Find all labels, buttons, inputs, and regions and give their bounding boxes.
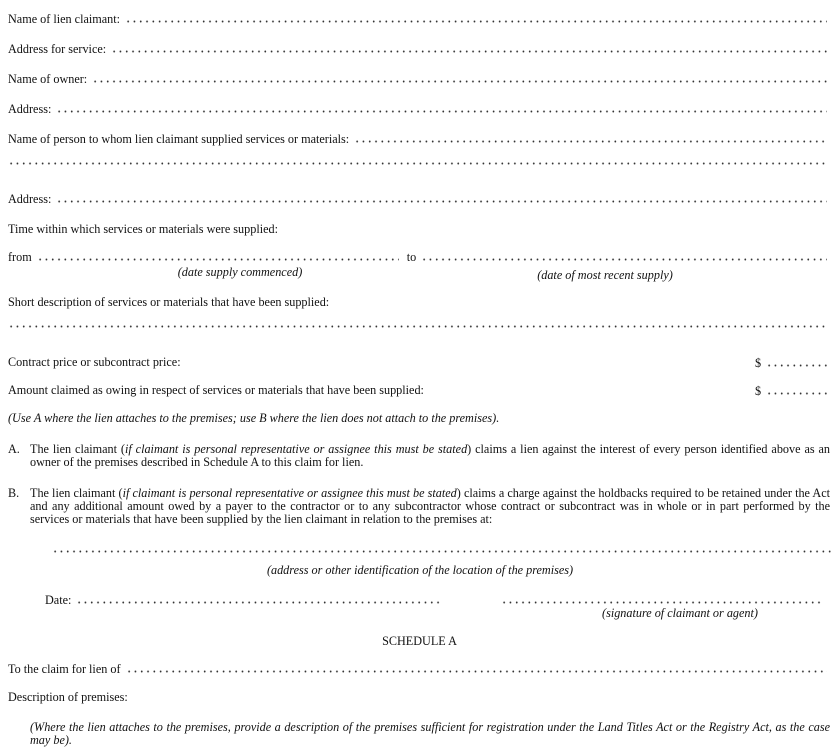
contract-price-label: Contract price or subcontract price: <box>8 355 181 369</box>
contract-price-currency: $ <box>755 356 762 370</box>
supplied-to-continuation-row <box>0 162 839 165</box>
description-of-premises-label: Description of premises: <box>8 690 128 704</box>
time-range-row <box>0 250 839 265</box>
supplied-to-field[interactable] <box>354 140 827 143</box>
description-heading-row <box>0 295 839 310</box>
to-date-field[interactable] <box>421 258 827 261</box>
description-label: Short description of services or materials that have been supplied: <box>8 295 330 309</box>
premises-location-caption: (address or other identification of the location of the premises) <box>266 563 574 577</box>
contract-price-row <box>0 355 839 370</box>
supplied-to-address-row <box>0 192 839 207</box>
description-field[interactable] <box>8 325 827 328</box>
lien-claimant-field[interactable] <box>125 20 827 23</box>
owner-name-row <box>0 72 839 87</box>
time-heading: Time within which services or materials were supplied: <box>8 222 278 236</box>
supplied-to-address-label: Address: <box>8 192 52 206</box>
address-for-service-label: Address for service: <box>8 42 107 56</box>
supplied-to-row <box>0 132 839 147</box>
supplied-to-label: Name of person to whom lien claimant supplied services or materials: <box>8 132 350 146</box>
supplied-to-address-field[interactable] <box>56 200 827 203</box>
owner-address-row <box>0 102 839 117</box>
to-caption: (date of most recent supply) <box>537 268 673 282</box>
from-label: from <box>8 250 32 264</box>
date-field[interactable] <box>76 601 440 604</box>
description-field-row <box>0 325 839 328</box>
owner-name-label: Name of owner: <box>8 72 88 86</box>
schedule-title: SCHEDULE A <box>382 634 457 648</box>
amount-claimed-amount <box>755 384 827 399</box>
clause-b-text-italic: if claimant is personal representative or assignee this must be stated <box>122 486 457 500</box>
premises-location-row <box>0 550 839 553</box>
supplied-to-continuation-field[interactable] <box>8 162 827 165</box>
time-heading-row <box>0 222 839 237</box>
owner-address-field[interactable] <box>56 110 827 113</box>
schedule-note: (Where the lien attaches to the premises, provide a description of the premises sufficient for registration under the Land Titles Act or the Registry Act, as the case may be). <box>30 720 830 747</box>
to-label: to <box>406 250 417 264</box>
instruction-row <box>0 411 839 426</box>
clause-b <box>8 486 830 526</box>
claim-for-lien-label: To the claim for lien of <box>8 662 121 676</box>
description-of-premises-row <box>0 690 839 705</box>
premises-location-field[interactable] <box>52 550 831 553</box>
contract-price-field[interactable] <box>766 364 827 367</box>
clause-b-text-pre: The lien claimant ( <box>30 486 123 500</box>
date-label: Date: <box>45 593 72 607</box>
amount-claimed-currency: $ <box>755 384 762 398</box>
owner-name-field[interactable] <box>92 80 827 83</box>
contract-price-amount <box>755 356 827 371</box>
amount-claimed-label: Amount claimed as owing in respect of services or materials that have been supplied: <box>8 383 424 397</box>
owner-address-label: Address: <box>8 102 52 116</box>
lien-claimant-label: Name of lien claimant: <box>8 12 121 26</box>
address-for-service-field[interactable] <box>111 50 827 53</box>
clause-b-text-post: ) claims a charge against the holdbacks required to be retained under the Act and any additional amount owed by a payer to the contractor or to any subcontractor whose contract or subcontract was in whole or in part performed by the services or materials that have been supplied by the lien claimant in relation to the premises at: <box>30 486 830 526</box>
clause-b-key: B. <box>8 486 20 500</box>
claim-for-lien-field[interactable] <box>126 670 827 673</box>
clause-a-text-pre: The lien claimant ( <box>30 442 125 456</box>
clause-a-text-post: ) claims a lien against the interest of every person identified above as an owner of the premises described in Schedule A to this claim for lien. <box>30 442 831 469</box>
from-caption: (date supply commenced) <box>177 265 303 279</box>
amount-claimed-row <box>0 383 839 398</box>
address-for-service-row <box>0 42 839 57</box>
claim-for-lien-row <box>0 662 839 677</box>
clause-a-key: A. <box>8 442 20 456</box>
signature-caption: (signature of claimant or agent) <box>602 606 758 620</box>
amount-claimed-field[interactable] <box>766 392 827 395</box>
instruction-text: (Use A where the lien attaches to the premises; use B where the lien does not attach to the premises). <box>8 411 500 425</box>
clause-a <box>8 442 831 469</box>
signature-field[interactable] <box>501 601 821 604</box>
clause-a-text-italic: if claimant is personal representative or assignee this must be stated <box>124 442 468 456</box>
from-date-field[interactable] <box>37 258 399 261</box>
lien-claimant-row <box>0 12 839 27</box>
